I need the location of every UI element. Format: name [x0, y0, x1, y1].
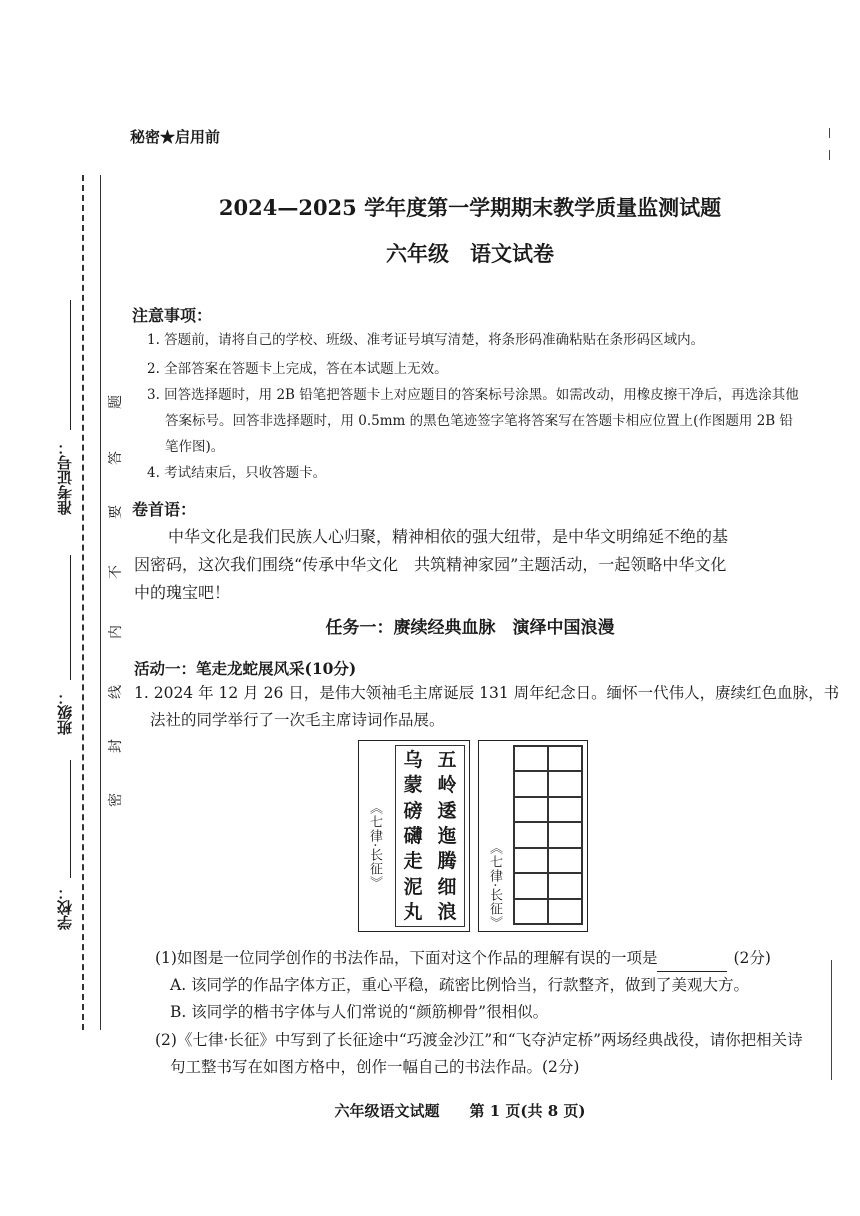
calligraphy-column-left [396, 746, 430, 926]
calligraphy-char: 走 [403, 850, 423, 873]
page-footer: 六年级语文试题 第 1 页(共 8 页) [334, 1102, 586, 1120]
seal-char: 不 [108, 565, 124, 579]
option-a: A. 该同学的作品字体方正，重心平稳，疏密比例恰当，行款整齐，做到了美观大方。 [170, 976, 750, 994]
confidential-mark: 秘密★启用前 [130, 128, 221, 146]
exam-number-label: 准考证号： [56, 440, 74, 515]
seal-char: 线 [108, 685, 124, 699]
grid-cell[interactable] [514, 848, 548, 873]
question-1-line2: 法社的同学举行了一次毛主席诗词作品展。 [150, 711, 445, 729]
exam-subtitle: 六年级 语文试卷 [386, 241, 554, 266]
class-label: 班级： [56, 690, 74, 735]
calligraphy-char: 礴 [403, 824, 423, 847]
writing-grid[interactable] [513, 745, 583, 925]
seal-char: 封 [108, 739, 124, 753]
calligraphy-text-area [395, 745, 465, 927]
grid-cell[interactable] [548, 822, 582, 847]
grid-cell[interactable] [548, 746, 582, 771]
seal-char: 内 [108, 625, 124, 639]
calligraphy-caption: 《七律·长征》 [367, 801, 382, 891]
sub-question-1-text: (1)如图是一位同学创作的书法作品，下面对这个作品的理解有误的一项是 [155, 949, 658, 967]
school-label: 学校： [56, 885, 74, 930]
notice-item: 1. 答题前，请将自己的学校、班级、准考证号填写清楚，将条形码准确粘贴在条形码区域内。 [147, 332, 705, 348]
exam-title: 2024—2025 学年度第一学期期末教学质量监测试题 [218, 195, 722, 220]
task-heading: 任务一：赓续经典血脉 演绎中国浪漫 [325, 618, 615, 638]
grid-cell[interactable] [514, 797, 548, 822]
sub-question-2-line1: (2)《七律·长征》中写到了长征途中“巧渡金沙江”和“飞夺泸定桥”两场经典战役，请你把相关诗 [155, 1031, 803, 1049]
seal-char: 答 [108, 451, 124, 465]
grid-cell[interactable] [548, 873, 582, 898]
writing-grid-box [478, 740, 588, 932]
calligraphy-char: 细 [437, 875, 457, 898]
grid-cell[interactable] [548, 848, 582, 873]
scan-mark [829, 128, 830, 138]
notice-item: 答案标号。回答非选择题时，用 0.5mm 的黑色笔迹签字笔将答案写在答题卡相应位置上(作图题用 2B 铅 [165, 413, 794, 429]
grid-cell[interactable] [548, 771, 582, 796]
calligraphy-char: 腾 [437, 850, 457, 873]
notice-item: 2. 全部答案在答题卡上完成，答在本试题上无效。 [147, 361, 448, 377]
scan-mark [829, 150, 830, 160]
exam-number-line [70, 300, 71, 430]
calligraphy-artwork [358, 740, 470, 932]
calligraphy-char: 乌 [403, 749, 423, 771]
school-line [70, 760, 71, 878]
sub-question-2-line2: 句工整书写在如图方格中，创作一幅自己的书法作品。(2分) [170, 1058, 580, 1076]
grid-cell[interactable] [514, 771, 548, 796]
seal-char: 要 [108, 505, 124, 519]
grid-cell[interactable] [514, 822, 548, 847]
scan-edge-line [831, 960, 832, 1080]
calligraphy-char: 丸 [403, 900, 423, 923]
calligraphy-char: 蒙 [403, 774, 423, 797]
notice-item: 3. 回答选择题时，用 2B 铅笔把答题卡上对应题目的答案标号涂黑。如需改动，用橡皮擦干净后，再选涂其他 [147, 387, 799, 403]
calligraphy-char: 五 [437, 749, 457, 771]
calligraphy-char: 逶 [437, 799, 457, 822]
calligraphy-char: 磅 [403, 799, 423, 822]
notice-item: 笔作图)。 [165, 439, 225, 455]
grid-cell[interactable] [514, 873, 548, 898]
preface-line: 因密码，这次我们围绕“传承中华文化 共筑精神家园”主题活动，一起领略中华文化 [134, 555, 727, 574]
calligraphy-char: 浪 [437, 900, 457, 923]
preface-line: 中的瑰宝吧！ [134, 583, 231, 602]
sub-question-1-score: (2分) [733, 949, 771, 967]
preface-line: 中华文化是我们民族人心归聚，精神相依的强大纽带，是中华文明绵延不绝的基 [168, 527, 729, 546]
grid-caption: 《七律·长征》 [487, 841, 502, 931]
seal-char: 密 [108, 793, 124, 807]
answer-blank[interactable] [657, 955, 727, 972]
calligraphy-char: 岭 [437, 774, 457, 797]
notice-item: 4. 考试结束后，只收答题卡。 [147, 465, 327, 481]
question-1-line1: 1. 2024 年 12 月 26 日，是伟大领袖毛主席诞辰 131 周年纪念日。缅怀一代伟人，赓续红色血脉，书 [134, 684, 840, 702]
grid-cell[interactable] [514, 746, 548, 771]
activity-heading: 活动一：笔走龙蛇展风采(10分) [134, 659, 357, 678]
grid-cell[interactable] [548, 797, 582, 822]
binding-solid-line [100, 175, 101, 1030]
calligraphy-column-right [430, 746, 464, 926]
sub-question-1 [155, 945, 771, 972]
calligraphy-char: 泥 [403, 875, 423, 898]
notice-heading: 注意事项： [132, 306, 213, 325]
calligraphy-char: 迤 [437, 824, 457, 847]
option-b: B. 该同学的楷书字体与人们常说的“颜筋柳骨”很相似。 [170, 1003, 549, 1021]
grid-cell[interactable] [548, 899, 582, 924]
preface-heading: 卷首语： [132, 500, 197, 519]
grid-cell[interactable] [514, 899, 548, 924]
binding-dash-line [82, 175, 84, 1030]
seal-char: 题 [108, 395, 124, 409]
